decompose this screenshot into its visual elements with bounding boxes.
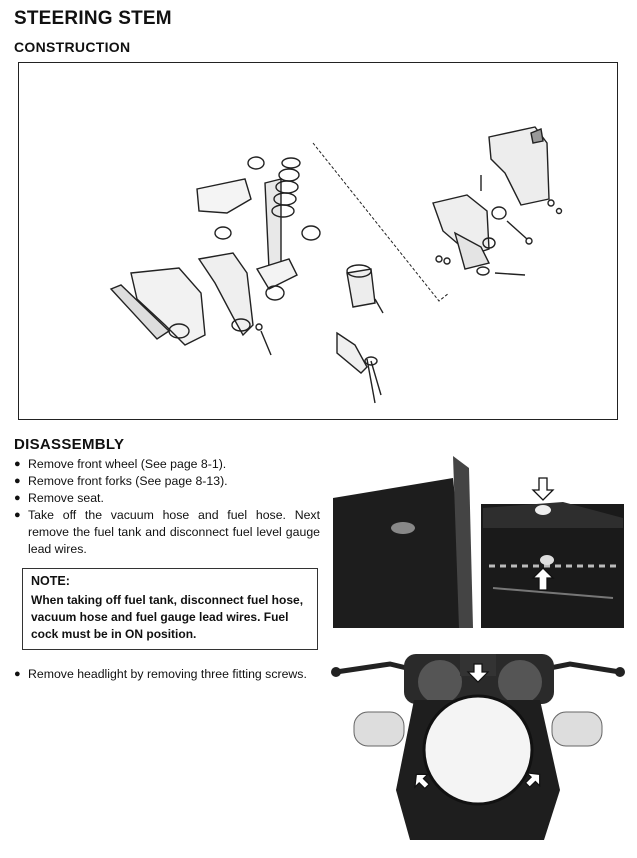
list-item: ● Remove headlight by removing three fitting screws.: [14, 666, 320, 683]
fuel-tank-photo: [333, 438, 624, 628]
note-heading: NOTE:: [31, 574, 70, 588]
list-item: ● Take off the vacuum hose and fuel hose. Next remove the fuel tank and disconnect fuel level gauge lead wires.: [14, 507, 320, 558]
steering-stem-part: [199, 253, 253, 335]
page-title: STEERING STEM: [14, 8, 172, 29]
exploded-view-drawing: [19, 63, 619, 421]
headlight-lens: [424, 696, 532, 804]
construction-heading: CONSTRUCTION: [14, 39, 131, 55]
ignition-switch-part: [347, 269, 375, 307]
note-box: [22, 568, 318, 650]
list-item: ● Remove seat.: [14, 490, 320, 507]
list-item: ● Remove front forks (See page 8-13).: [14, 473, 320, 490]
headlight-photo: [330, 640, 625, 840]
key-part: [337, 333, 367, 373]
construction-diagram: [18, 62, 618, 420]
cable-guide-part: [197, 179, 251, 213]
note-body: When taking off fuel tank, disconnect fuel hose, vacuum hose and fuel gauge lead wires. Fuel cock must be in ON position.: [31, 593, 304, 641]
headlight-step-list: [14, 666, 320, 683]
disassembly-heading: DISASSEMBLY: [14, 436, 125, 453]
list-item: ● Remove front wheel (See page 8-1).: [14, 456, 320, 473]
disassembly-step-list: [14, 456, 320, 558]
